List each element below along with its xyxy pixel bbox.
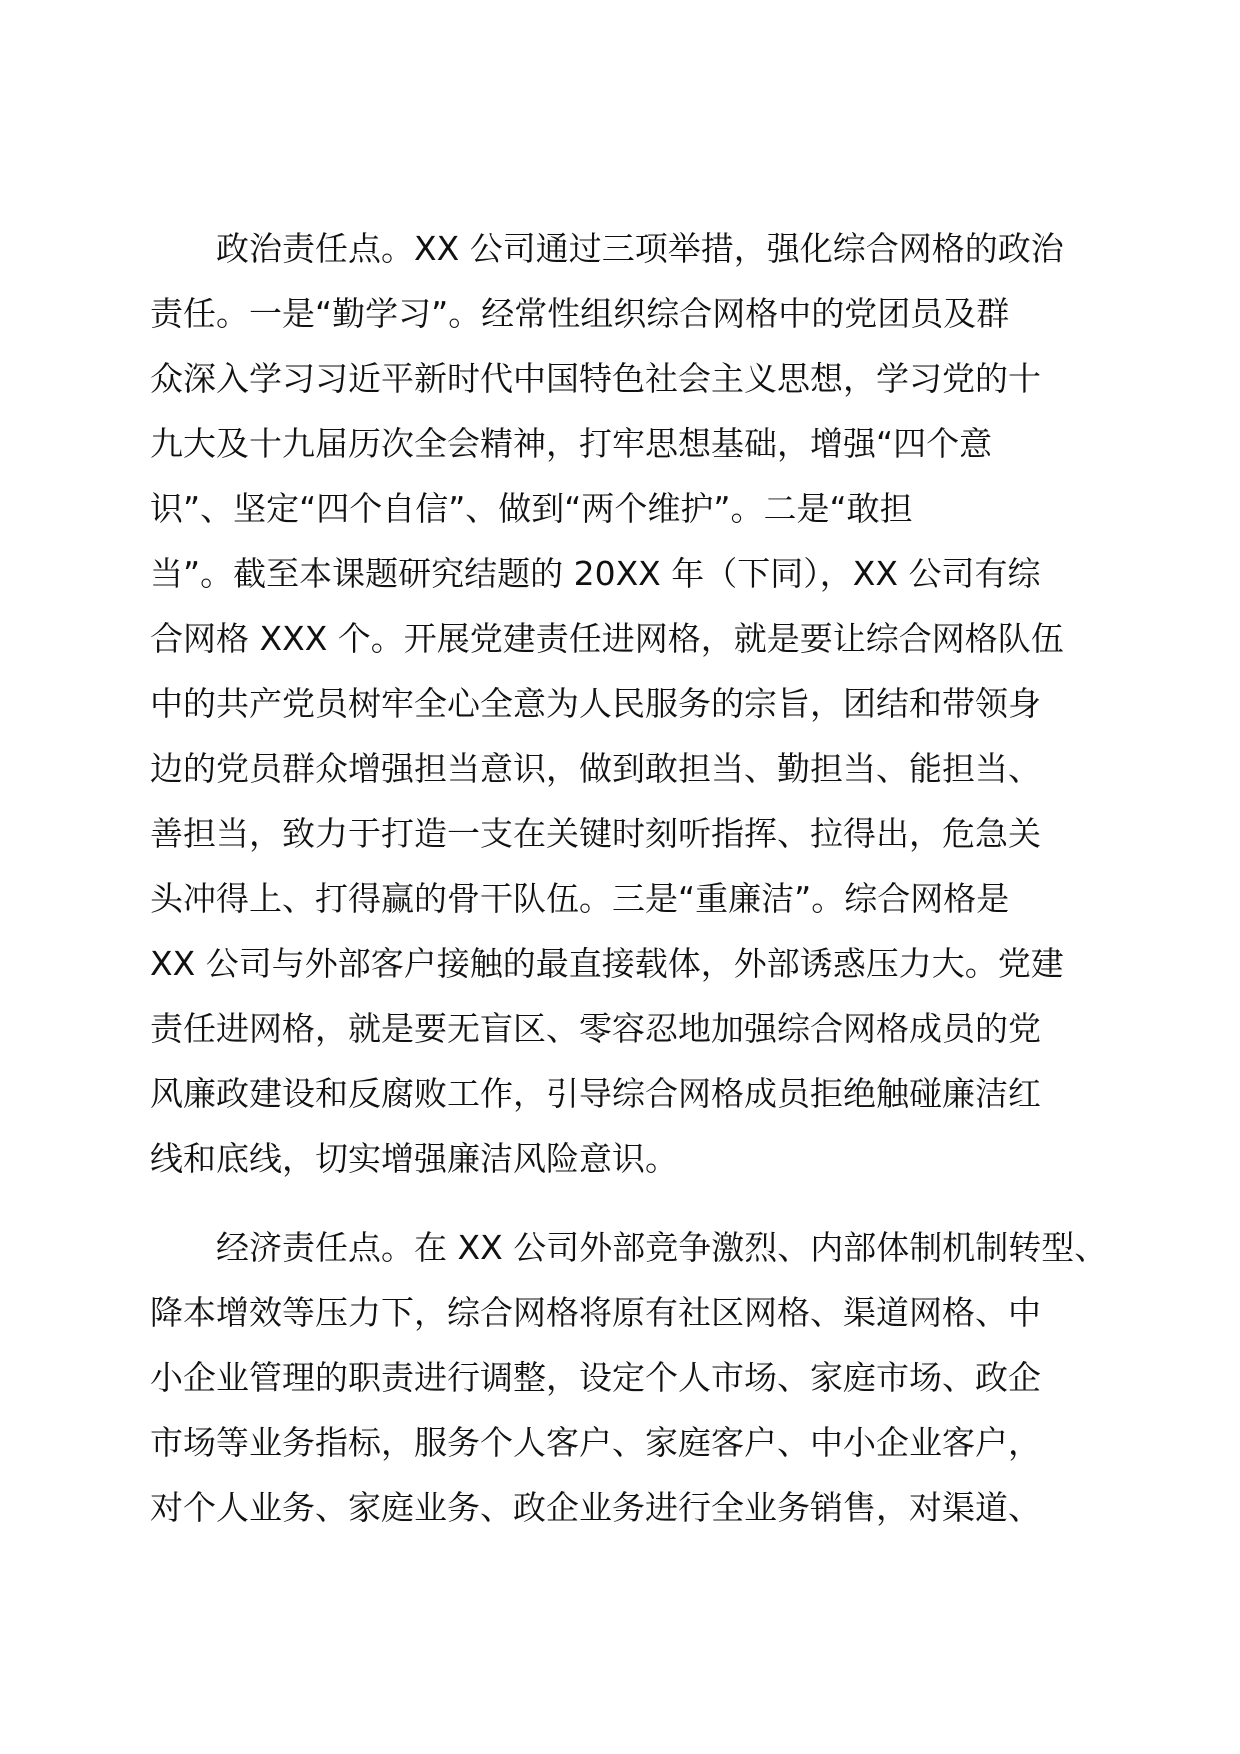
paragraph-economic-responsibility	[150, 1215, 1108, 1540]
text-line: 识”、坚定“四个自信”、做到“两个维护”。二是“敢担	[150, 489, 913, 528]
text-line: 中的共产党员树牢全心全意为人民服务的宗旨，团结和带领身	[150, 684, 1041, 723]
text-line: 降本增效等压力下，综合网格将原有社区网格、渠道网格、中	[150, 1293, 1041, 1332]
text-line: 善担当，致力于打造一支在关键时刻听指挥、拉得出，危急关	[150, 814, 1041, 853]
document-body	[150, 216, 1108, 1540]
text-line: 九大及十九届历次全会精神，打牢思想基础，增强“四个意	[150, 424, 993, 463]
text-line: 政治责任点。XX 公司通过三项举措，强化综合网格的政治	[150, 229, 1064, 268]
text-line: 对个人业务、家庭业务、政企业务进行全业务销售，对渠道、	[150, 1488, 1041, 1527]
text-line: XX 公司与外部客户接触的最直接载体，外部诱惑压力大。党建	[150, 944, 1064, 983]
text-line: 合网格 XXX 个。开展党建责任进网格，就是要让综合网格队伍	[150, 619, 1064, 658]
text-line: 市场等业务指标，服务个人客户、家庭客户、中小企业客户，	[150, 1423, 1041, 1462]
text-line: 经济责任点。在 XX 公司外部竞争激烈、内部体制机制转型、	[150, 1228, 1108, 1267]
paragraph-spacer	[150, 1191, 1090, 1215]
text-line: 边的党员群众增强担当意识，做到敢担当、勤担当、能担当、	[150, 749, 1041, 788]
text-line: 众深入学习习近平新时代中国特色社会主义思想，学习党的十	[150, 359, 1041, 398]
text-line: 责任。一是“勤学习”。经常性组织综合网格中的党团员及群	[150, 294, 1010, 333]
text-line: 小企业管理的职责进行调整，设定个人市场、家庭市场、政企	[150, 1358, 1041, 1397]
paragraph-political-responsibility	[150, 216, 1090, 1191]
text-line: 风廉政建设和反腐败工作，引导综合网格成员拒绝触碰廉洁红	[150, 1074, 1041, 1113]
text-line: 线和底线，切实增强廉洁风险意识。	[150, 1139, 678, 1178]
text-line: 当”。截至本课题研究结题的 20XX 年（下同），XX 公司有综	[150, 554, 1041, 593]
text-line: 责任进网格，就是要无盲区、零容忍地加强综合网格成员的党	[150, 1009, 1041, 1048]
text-line: 头冲得上、打得赢的骨干队伍。三是“重廉洁”。综合网格是	[150, 879, 1010, 918]
